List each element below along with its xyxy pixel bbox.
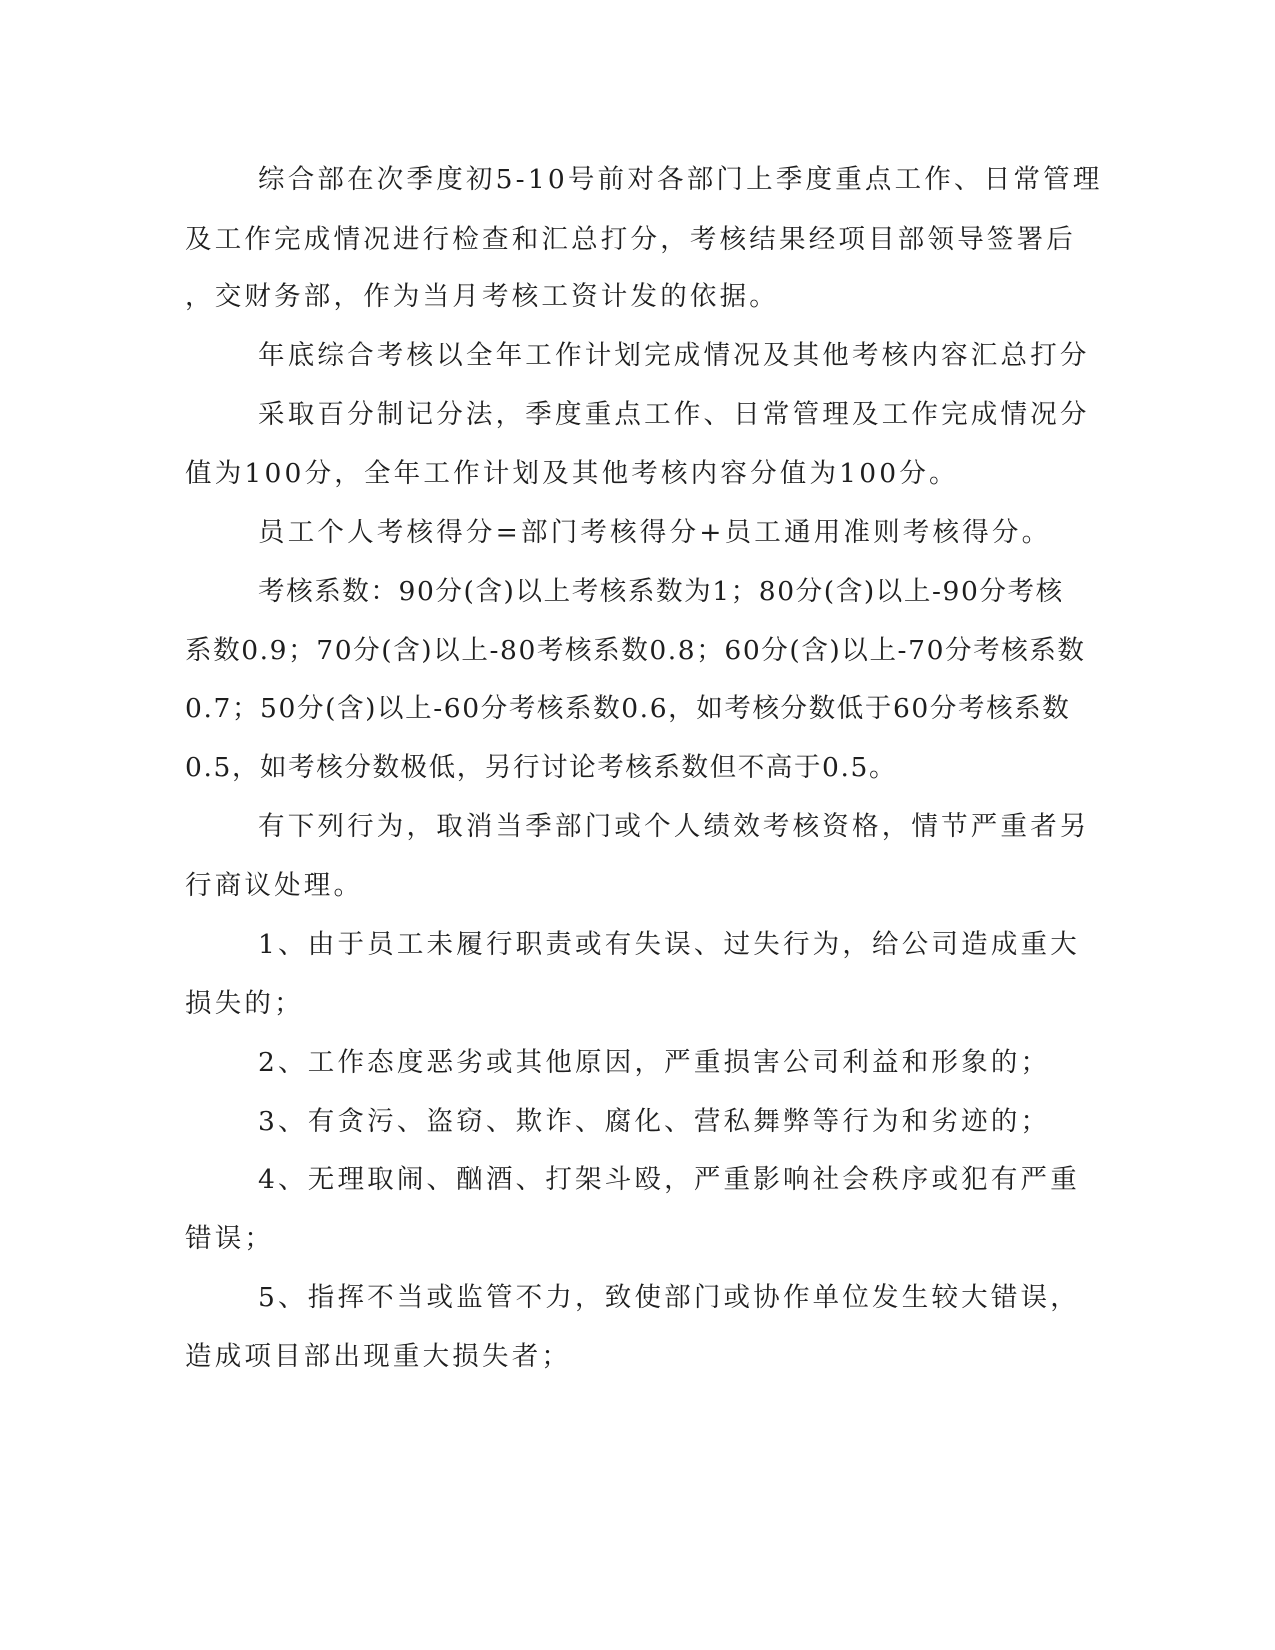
paragraph-line: 采取百分制记分法，季度重点工作、日常管理及工作完成情况分 xyxy=(258,399,1090,430)
paragraph-line: 综合部在次季度初5-10号前对各部门上季度重点工作、日常管理 xyxy=(258,164,1103,195)
paragraph-line: 行商议处理。 xyxy=(185,870,364,901)
list-item-continuation: 错误； xyxy=(185,1223,275,1254)
list-item: 5、指挥不当或监管不力，致使部门或协作单位发生较大错误， xyxy=(258,1282,1080,1313)
list-item-continuation: 损失的； xyxy=(185,988,304,1019)
paragraph-line: 有下列行为，取消当季部门或个人绩效考核资格，情节严重者另 xyxy=(258,811,1090,842)
paragraph-line: 年底综合考核以全年工作计划完成情况及其他考核内容汇总打分 xyxy=(258,340,1090,371)
list-item-continuation: 造成项目部出现重大损失者； xyxy=(185,1341,572,1372)
paragraph-line: 系数0.9；70分(含)以上-80考核系数0.8；60分(含)以上-70分考核系数 xyxy=(185,635,1086,666)
list-item: 4、无理取闹、酗酒、打架斗殴，严重影响社会秩序或犯有严重 xyxy=(258,1164,1080,1195)
paragraph-line: 及工作完成情况进行检查和汇总打分，考核结果经项目部领导签署后 xyxy=(185,224,1076,255)
paragraph-line: ，交财务部，作为当月考核工资计发的依据。 xyxy=(185,281,779,312)
paragraph-line: 值为100分，全年工作计划及其他考核内容分值为100分。 xyxy=(185,458,959,489)
list-item: 1、由于员工未履行职责或有失误、过失行为，给公司造成重大 xyxy=(258,929,1080,960)
paragraph-line: 0.7；50分(含)以上-60分考核系数0.6，如考核分数低于60分考核系数 xyxy=(185,693,1071,724)
paragraph-line: 0.5，如考核分数极低，另行讨论考核系数但不高于0.5。 xyxy=(185,752,898,783)
list-item: 3、有贪污、盗窃、欺诈、腐化、营私舞弊等行为和劣迹的； xyxy=(258,1106,1051,1137)
paragraph-line: 考核系数：90分(含)以上考核系数为1；80分(含)以上-90分考核 xyxy=(258,576,1064,607)
paragraph-line: 员工个人考核得分=部门考核得分+员工通用准则考核得分。 xyxy=(258,517,1052,548)
list-item: 2、工作态度恶劣或其他原因，严重损害公司利益和形象的； xyxy=(258,1047,1051,1078)
